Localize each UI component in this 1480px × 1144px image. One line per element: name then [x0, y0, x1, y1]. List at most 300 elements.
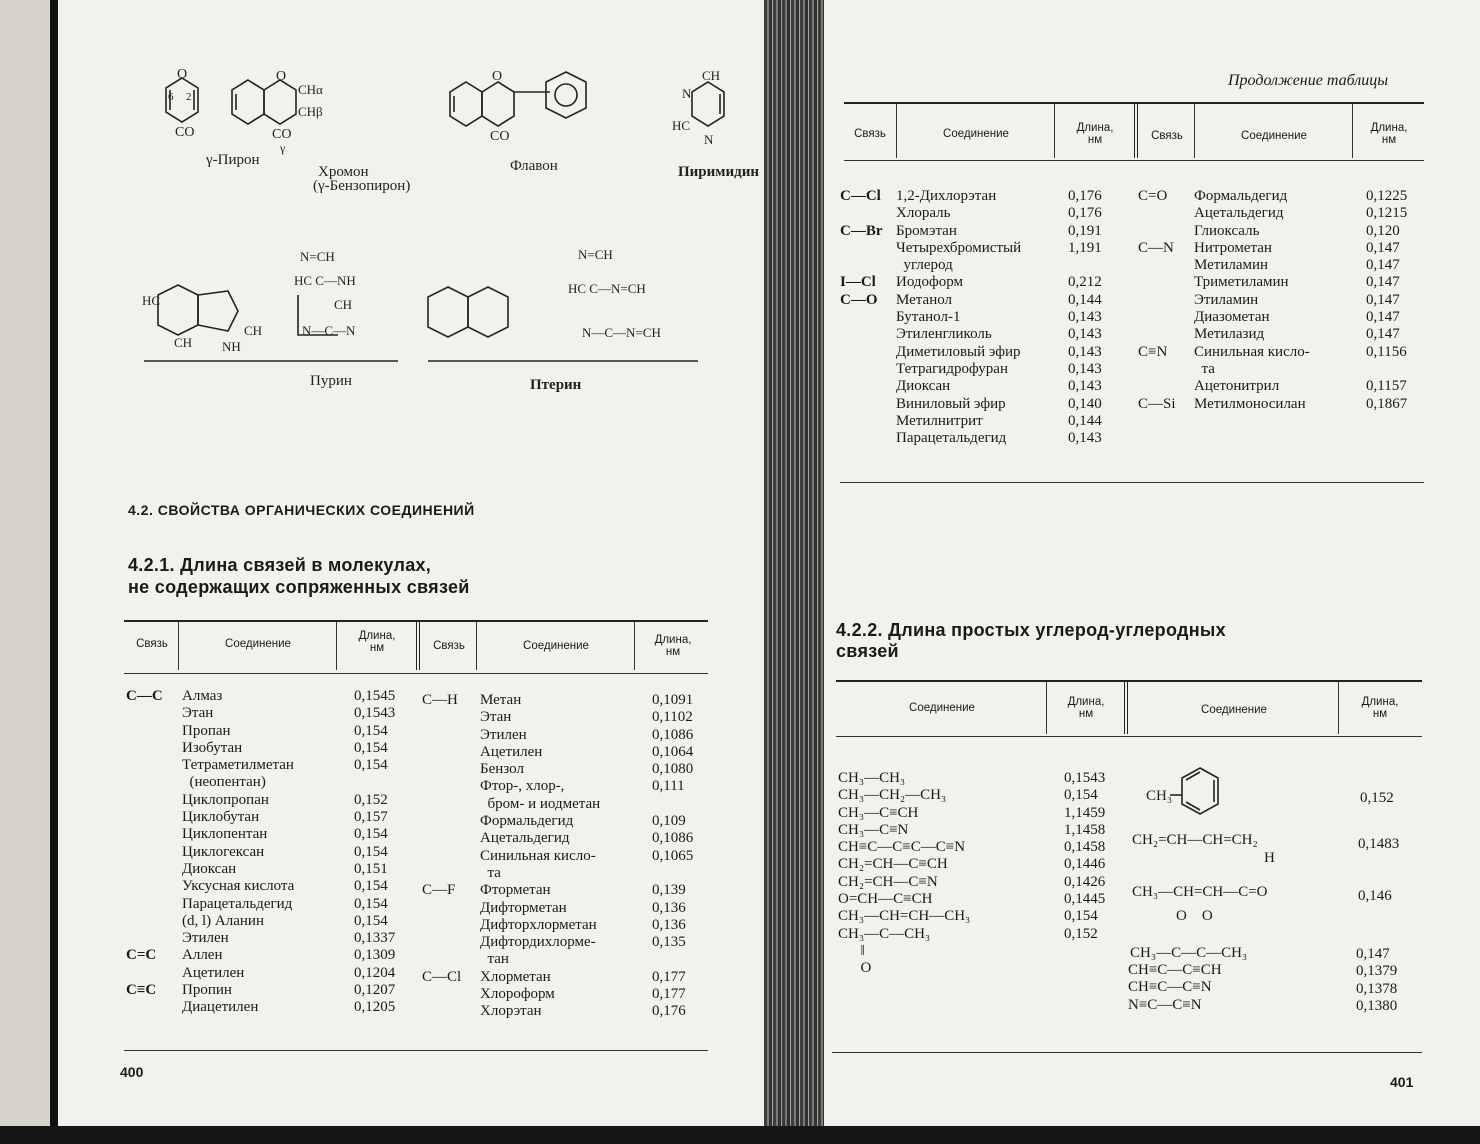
svg-text:O: O: [492, 69, 503, 84]
compound-cell: Фторметан: [480, 882, 551, 899]
compound-cell: Фтор-, хлор-,: [480, 778, 565, 795]
length-cell: 0,152: [1064, 925, 1098, 942]
compound-cell: Этиленгликоль: [896, 326, 992, 343]
compound-cell: (неопентан): [182, 774, 266, 791]
length-cell: 0,140: [1068, 395, 1102, 412]
bond-cell: С—Br: [840, 222, 883, 239]
length-cell: 0,1309: [354, 947, 396, 964]
bond-cell: [422, 778, 461, 795]
compound-cell: Нитрометан: [1194, 239, 1272, 256]
compound-cell: ‖: [838, 942, 865, 959]
svg-text:CHβ: CHβ: [298, 104, 323, 119]
compound-cell: Триметиламин: [1194, 274, 1289, 291]
compound-cell: Тетрагидрофуран: [896, 360, 1008, 377]
bond-cell: I—Cl: [840, 274, 876, 291]
length-cell: 0,147: [1356, 946, 1390, 962]
pterin-label: Птерин: [530, 377, 582, 393]
header-length: Длина, нм: [654, 634, 692, 658]
svg-text:NH: NH: [222, 339, 241, 354]
bond-cell: С—С: [126, 688, 163, 704]
length-cell: 0,157: [354, 809, 388, 826]
compound-cell: углерод: [896, 257, 953, 274]
length-cell: 0,154: [1064, 908, 1098, 925]
compound-cell: та: [480, 864, 501, 881]
bond-cell: [126, 723, 163, 740]
compound-cell: (d, l) Аланин: [182, 912, 264, 929]
length-cell: 1,1459: [1064, 804, 1106, 821]
compound-cell: Уксусная кислота: [182, 878, 295, 895]
length-cell: 0,1102: [652, 709, 693, 726]
length-cell: 0,1065: [652, 847, 694, 864]
header-compound: Соединение: [943, 128, 1009, 140]
compound-cell: Диоксан: [896, 378, 951, 395]
length-toluene: 0,152: [1360, 790, 1394, 806]
compound-cell: CH≡C—C≡N: [1128, 979, 1212, 996]
crotonaldehyde-formula: CH₃—CH=CH—C=O: [1132, 884, 1268, 900]
crotonaldehyde-h: H: [1264, 850, 1275, 866]
bond-cell: [422, 865, 461, 882]
diketone-oxygens: O O: [1176, 908, 1213, 924]
compound-cell: Хлорэтан: [480, 1003, 542, 1020]
bond-cell: [126, 844, 163, 861]
table-col-divider-double: [416, 622, 420, 670]
bond-cell: [422, 761, 461, 778]
book-spine: [764, 0, 824, 1144]
bond-cell: [422, 830, 461, 847]
length-cell: [652, 796, 693, 813]
bond-cell: [1138, 205, 1176, 222]
header-compound: Соединение: [523, 640, 589, 652]
purine-label: Пурин: [310, 373, 352, 389]
compound-cell: Метанол: [896, 291, 953, 308]
bond-cell: [840, 205, 883, 222]
length-cell: 0,176: [1068, 205, 1102, 222]
bond-cell: [840, 361, 883, 378]
cc-table-col-divider-double: [1124, 682, 1128, 734]
svg-text:CH: CH: [702, 68, 721, 83]
compound-cell: бром- и иодметан: [480, 795, 601, 812]
cont-table-bottom-rule: [840, 482, 1424, 483]
bond-cell: [126, 913, 163, 930]
compound-cell: Хлораль: [896, 205, 951, 222]
length-cell: 0,1545: [354, 688, 396, 704]
scan-border: [0, 1126, 1480, 1144]
length-cell: 0,154: [354, 739, 388, 756]
bond-cell: [422, 986, 461, 1003]
length-cell: 0,147: [1366, 257, 1400, 274]
compound-cell: CH₃—CH₂—CH₃: [838, 787, 947, 804]
length-cell: 0,1215: [1366, 205, 1408, 222]
section-title: 4.2. СВОЙСТВА ОРГАНИЧЕСКИХ СОЕДИНЕНИЙ: [128, 502, 475, 518]
compound-cell: Циклобутан: [182, 809, 260, 826]
length-cell: 0,147: [1366, 239, 1400, 256]
length-cell: 0,1086: [652, 726, 694, 743]
bond-cell: [126, 740, 163, 757]
length-cell: 0,152: [354, 791, 388, 808]
length-cell: 0,147: [1366, 274, 1400, 291]
bond-cell: [126, 1017, 163, 1034]
length-crotonaldehyde: 0,146: [1358, 888, 1392, 904]
compound-cell: 1,2-Дихлорэтан: [896, 188, 997, 204]
compound-cell: Изобутан: [182, 739, 243, 756]
length-cell: 0,154: [354, 843, 388, 860]
bond-cell: [840, 344, 883, 361]
svg-text:O: O: [276, 69, 287, 84]
compound-cell: та: [1194, 360, 1215, 377]
compound-cell: N≡C—C≡N: [1128, 996, 1202, 1013]
compound-cell: Пропин: [182, 982, 232, 999]
length-cell: [1064, 943, 1105, 960]
compound-cell: Этиламин: [1194, 291, 1259, 308]
length-cell: [652, 865, 693, 882]
compound-cell: Метан: [480, 692, 522, 708]
svg-text:CO: CO: [175, 125, 195, 140]
svg-text:N—C—N=CH: N—C—N=CH: [582, 325, 661, 340]
bond-cell: [422, 813, 461, 830]
bond-cell: [840, 378, 883, 395]
cc-header-compound: Соединение: [909, 702, 975, 714]
length-cell: 0,1378: [1356, 980, 1398, 997]
compound-cell: [182, 1017, 294, 1034]
cont-table-left-bond-column: [840, 188, 883, 447]
header-compound: Соединение: [225, 638, 291, 650]
bond-cell: [422, 796, 461, 813]
cont-table-right-bond-column: [1138, 188, 1176, 413]
bond-cell: [422, 727, 461, 744]
length-cell: 0,1543: [1064, 770, 1106, 786]
cc-table-header-rule: [836, 736, 1422, 737]
length-cell: 0,191: [1068, 222, 1102, 239]
length-cell: 0,147: [1366, 309, 1400, 326]
length-cell: 0,143: [1068, 430, 1102, 447]
bond-cell: С—Н: [422, 692, 458, 708]
purine-structure: [142, 249, 398, 361]
svg-text:γ: γ: [280, 141, 286, 155]
bond-cell: С—О: [840, 291, 878, 308]
compound-cell: Метилазид: [1194, 326, 1265, 343]
cont-table-col-divider-double: [1134, 104, 1138, 158]
bond-cell: С≡С: [126, 982, 157, 999]
length-cell: 0,154: [354, 757, 388, 774]
cc-table-col-divider: [1046, 682, 1047, 734]
butadiene-formula: CH₂=CH—CH=CH₂: [1132, 832, 1258, 848]
compound-cell: Циклопропан: [182, 791, 269, 808]
length-cell: 0,1157: [1366, 378, 1407, 395]
bond-cell: [840, 309, 883, 326]
bond-cell: С—Cl: [422, 968, 462, 985]
bond-cell: [126, 930, 163, 947]
svg-text:CO: CO: [272, 127, 292, 142]
length-cell: 1,191: [1068, 239, 1102, 256]
compound-cell: Формальдегид: [480, 813, 574, 830]
table-right-compound-column: [480, 692, 600, 1021]
table-col-divider: [476, 622, 477, 670]
cont-table-col-divider: [1352, 104, 1353, 158]
length-cell: 0,1225: [1366, 188, 1408, 204]
pyrimidine-structure: [672, 68, 724, 147]
header-length: Длина, нм: [1370, 122, 1408, 146]
cont-table-right-compound-column: [1194, 188, 1310, 413]
table-right-length-column: [652, 692, 693, 1021]
length-cell: 0,1207: [354, 982, 396, 999]
gamma-pyrone-label: γ-Пирон: [206, 152, 260, 168]
length-cell: 0,109: [652, 813, 686, 830]
length-cell: 1,1458: [1064, 821, 1106, 838]
compound-cell: Этилен: [480, 726, 527, 743]
length-cell: 0,144: [1068, 291, 1102, 308]
cc-table-right-length-column: [1356, 946, 1397, 1015]
compound-cell: Дифторметан: [480, 899, 567, 916]
length-cell: 0,177: [652, 986, 686, 1003]
compound-cell: Дифторхлорметан: [480, 916, 597, 933]
chromone-alt-label: (γ-Бензопирон): [313, 178, 411, 194]
page-number: 401: [1390, 1074, 1414, 1090]
length-cell: 0,136: [652, 916, 686, 933]
svg-text:6: 6: [168, 91, 174, 103]
bond-cell: [422, 744, 461, 761]
pterin-structure: [428, 247, 698, 361]
bond-cell: С—F: [422, 882, 456, 899]
length-cell: 0,154: [354, 722, 388, 739]
bond-cell: [422, 951, 461, 968]
cont-table-col-divider: [1194, 104, 1195, 158]
length-cell: 0,143: [1068, 326, 1102, 343]
length-cell: 0,154: [1064, 787, 1098, 804]
length-cell: 0,212: [1068, 274, 1102, 291]
length-cell: 0,1867: [1366, 395, 1408, 412]
bond-cell: [1138, 292, 1176, 309]
pyrimidine-label: Пиримидин: [678, 164, 760, 180]
length-cell: [652, 951, 693, 968]
cc-table-right-formulas: [1128, 962, 1222, 1014]
length-cell: 0,144: [1068, 412, 1102, 429]
compound-cell: Ацетонитрил: [1194, 378, 1280, 395]
length-cell: 0,1446: [1064, 856, 1106, 873]
compound-cell: CH₂=CH—C≡CH: [838, 856, 948, 873]
bond-cell: [840, 326, 883, 343]
length-cell: 0,111: [652, 778, 685, 795]
svg-text:CH₃: CH₃: [1146, 788, 1173, 804]
table-header-rule: [124, 673, 708, 674]
bond-cell: [840, 257, 883, 274]
length-cell: 0,1086: [652, 830, 694, 847]
cc-table-col-divider: [1338, 682, 1339, 734]
bond-cell: [840, 413, 883, 430]
svg-text:CHα: CHα: [298, 82, 323, 97]
length-cell: 0,147: [1366, 326, 1400, 343]
chromone-label: Хромон: [318, 164, 369, 180]
compound-cell: Иодоформ: [896, 274, 964, 291]
structure-row-2: [138, 225, 738, 400]
compound-cell: CH≡C—C≡C—C≡N: [838, 839, 966, 856]
table-left-bond-column: [126, 688, 163, 1034]
bond-cell: [1138, 326, 1176, 343]
compound-cell: Парацетальдегид: [896, 430, 1007, 447]
bond-cell: С—Cl: [840, 188, 881, 204]
svg-text:N—C—N: N—C—N: [302, 323, 356, 338]
header-compound: Соединение: [1241, 130, 1307, 142]
length-cell: 0,176: [1068, 188, 1102, 204]
svg-text:2: 2: [186, 91, 192, 103]
page-right: [790, 0, 1480, 1128]
compound-cell: CH₃—C≡N: [838, 821, 909, 838]
compound-cell: CH₃—CH₃: [838, 770, 906, 786]
cont-table-right-length-column: [1366, 188, 1407, 413]
compound-cell: Циклопентан: [182, 826, 268, 843]
bond-cell: [422, 900, 461, 917]
compound-cell: Аллен: [182, 947, 223, 964]
compound-cell: Виниловый эфир: [896, 395, 1006, 412]
length-cell: 0,154: [354, 878, 388, 895]
bond-cell: [422, 934, 461, 951]
bond-cell: [126, 792, 163, 809]
compound-cell: Ацетальдегид: [1194, 205, 1284, 222]
length-cell: 0,1337: [354, 930, 396, 947]
bond-cell: [1138, 223, 1176, 240]
compound-cell: Бензол: [480, 761, 524, 778]
compound-cell: Синильная кисло-: [480, 847, 596, 864]
compound-cell: CH₃—C—CH₃: [838, 925, 931, 942]
compound-cell: CH≡C—C≡CH: [1128, 962, 1222, 978]
length-cell: 0,143: [1068, 378, 1102, 395]
cont-table-left-length-column: [1068, 188, 1102, 447]
header-length: Длина, нм: [1076, 122, 1114, 146]
running-head: Продолжение таблицы: [1228, 72, 1389, 89]
length-cell: 0,139: [652, 882, 686, 899]
header-bond: Связь: [854, 128, 886, 140]
length-cell: 0,1205: [354, 999, 396, 1016]
length-cell: 0,1380: [1356, 997, 1398, 1014]
length-cell: 0,147: [1366, 291, 1400, 308]
bond-cell: [422, 848, 461, 865]
header-bond: Связь: [136, 638, 168, 650]
length-cell: 0,154: [354, 895, 388, 912]
length-cell: 0,135: [652, 934, 686, 951]
table-col-divider: [336, 622, 337, 670]
table-right-bond-column: [422, 692, 461, 1021]
bond-cell: С—Si: [1138, 395, 1176, 412]
cont-table-col-divider: [1054, 104, 1055, 158]
svg-text:CH: CH: [334, 297, 353, 312]
header-bond: Связь: [433, 640, 465, 652]
subsection-title-line-2: не содержащих сопряженных связей: [128, 577, 470, 597]
length-cell: 0,1204: [354, 964, 396, 981]
compound-cell: Диацетилен: [182, 999, 259, 1016]
compound-cell: CH₃—CH=CH—CH₃: [838, 908, 971, 925]
bond-cell: [126, 774, 163, 791]
compound-cell: Метилнитрит: [896, 412, 983, 429]
compound-cell: Метилмоносилан: [1194, 395, 1306, 412]
bond-cell: [126, 861, 163, 878]
bond-cell: [1138, 309, 1176, 326]
length-cell: 0,136: [652, 899, 686, 916]
svg-text:N=CH: N=CH: [300, 249, 335, 264]
svg-text:HC C—N=CH: HC C—N=CH: [568, 281, 646, 296]
diketone-formula: CH₃—C—C—CH₃: [1130, 945, 1248, 961]
compound-cell: Хлороформ: [480, 986, 555, 1003]
length-cell: 0,1543: [354, 705, 396, 722]
length-cell: [1064, 960, 1105, 977]
length-cell: 0,120: [1366, 222, 1400, 239]
bond-cell: [840, 240, 883, 257]
cc-header-length: Длина, нм: [1067, 696, 1105, 720]
subsection-title-line-1: 4.2.1. Длина связей в молекулах,: [128, 555, 432, 575]
compound-cell: Формальдегид: [1194, 188, 1288, 204]
compound-cell: Ацетилен: [480, 743, 543, 760]
length-cell: 0,1458: [1064, 839, 1106, 856]
length-cell: 0,1445: [1064, 891, 1106, 908]
length-cell: [1068, 257, 1102, 274]
bond-cell: [422, 709, 461, 726]
length-cell: 0,154: [354, 912, 388, 929]
subsection-2-title-line-2: связей: [836, 641, 899, 661]
table-col-divider: [634, 622, 635, 670]
length-cell: 0,154: [354, 826, 388, 843]
length-cell: 0,177: [652, 968, 686, 985]
length-cell: 0,1426: [1064, 873, 1106, 890]
compound-cell: Алмаз: [182, 688, 223, 704]
bond-cell: [126, 809, 163, 826]
bond-cell: [1138, 361, 1176, 378]
svg-text:N: N: [704, 132, 714, 147]
length-cell: 0,143: [1068, 360, 1102, 377]
compound-cell: тан: [480, 951, 509, 968]
svg-text:N=CH: N=CH: [578, 247, 613, 262]
compound-cell: CH₂=CH—C≡N: [838, 873, 938, 890]
header-bond: Связь: [1151, 130, 1183, 142]
cont-table-col-divider: [896, 104, 897, 158]
compound-cell: Хлорметан: [480, 968, 551, 985]
bond-cell: [1138, 378, 1176, 395]
compound-cell: Бромэтан: [896, 222, 957, 239]
svg-text:N: N: [682, 86, 692, 101]
compound-cell: Четырехбромистый: [896, 239, 1022, 256]
compound-cell: O: [838, 960, 872, 977]
bond-cell: [1138, 274, 1176, 291]
compound-cell: Синильная кисло-: [1194, 343, 1310, 360]
page-number: 400: [120, 1064, 144, 1080]
toluene-structure: [1130, 758, 1250, 828]
compound-cell: Ацетилен: [182, 964, 245, 981]
length-cell: 0,1080: [652, 761, 694, 778]
compound-cell: Этилен: [182, 930, 229, 947]
compound-cell: O=CH—C≡CH: [838, 891, 933, 908]
subsection-2-title-line-1: 4.2.2. Длина простых углерод-углеродных: [836, 620, 1226, 640]
structure-row-1: [148, 60, 760, 210]
cc-table-bottom-rule: [832, 1052, 1422, 1053]
bond-cell: [126, 878, 163, 895]
length-cell: [354, 774, 395, 791]
compound-cell: Дифтордихлорме-: [480, 934, 596, 951]
svg-text:CO: CO: [490, 129, 510, 144]
length-cell: 0,1091: [652, 692, 694, 708]
bond-cell: [840, 396, 883, 413]
svg-text:HC: HC: [672, 118, 691, 133]
page-left: [58, 0, 780, 1128]
compound-cell: CH₃—C≡CH: [838, 804, 919, 821]
compound-cell: Циклогексан: [182, 843, 265, 860]
bond-cell: [1138, 257, 1176, 274]
bond-cell: С=О: [1138, 188, 1168, 204]
compound-cell: Этан: [480, 709, 512, 726]
cc-header-compound: Соединение: [1201, 704, 1267, 716]
length-butadiene: 0,1483: [1358, 836, 1400, 852]
cc-table-left-length-column: [1064, 770, 1105, 978]
cont-table-left-compound-column: [896, 188, 1021, 447]
svg-text:CH: CH: [244, 323, 263, 338]
header-length: Длина, нм: [358, 630, 396, 654]
bond-cell: [126, 999, 163, 1016]
